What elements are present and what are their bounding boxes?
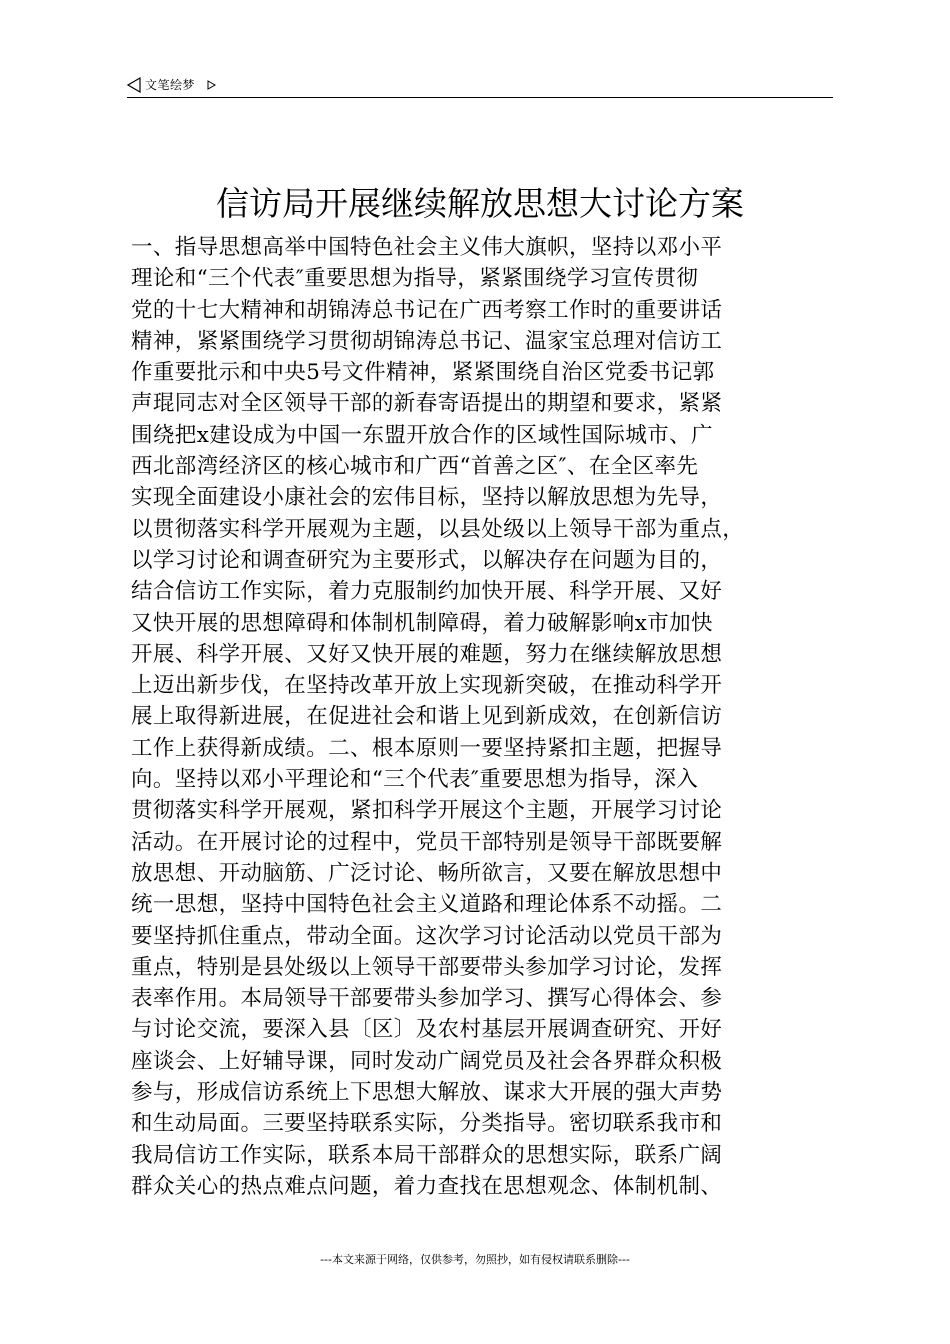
body-text-line: 座谈会、上好辅导课，同时发动广阔党员及社会各界群众积极	[131, 1048, 723, 1074]
body-text-line: 贯彻落实科学开展观，紧扣科学开展这个主题，开展学习讨论	[131, 798, 723, 824]
body-text-line: 以学习讨论和调查研究为主要形式，以解决存在问题为目的，	[131, 547, 723, 573]
body-text-line: 开展、科学开展、又好又快开展的难题，努力在继续解放思想	[131, 641, 723, 667]
body-text-line: 我局信访工作实际，联系本局干部群众的思想实际，联系广阔	[131, 1142, 723, 1168]
body-text-line: 活动。在开展讨论的过程中，党员干部特别是领导干部既要解	[131, 829, 723, 855]
body-text-line: 向。坚持以邓小平理论和“三个代表″重要思想为指导，深入	[131, 767, 699, 793]
body-text-line: 精神，紧紧围绕学习贯彻胡锦涛总书记、温家宝总理对信访工	[131, 328, 723, 354]
body-text-line: 西北部湾经济区的核心城市和广西“首善之区″、在全区率先	[131, 454, 699, 480]
document-body	[131, 232, 831, 1202]
header-divider	[127, 97, 833, 98]
body-text-line: 声琨同志对全区领导干部的新春寄语提出的期望和要求，紧紧	[131, 391, 723, 417]
triangle-right-outline-icon	[207, 80, 216, 90]
document-title: 信访局开展继续解放思想大讨论方案	[216, 184, 744, 223]
body-text-line: 参与，形成信访系统上下思想大解放、谋求大开展的强大声势	[131, 1080, 723, 1106]
page-header	[127, 74, 833, 98]
body-text-line: 又快开展的思想障碍和体制机制障碍，着力破解影响x市加快	[131, 610, 713, 636]
body-text-line: 党的十七大精神和胡锦涛总书记在广西考察工作时的重要讲话	[131, 297, 723, 323]
body-text-line: 围绕把x建设成为中国一东盟开放合作的区域性国际城市、广	[131, 422, 713, 448]
body-text-line: 展上取得新进展，在促进社会和谐上见到新成效，在创新信访	[131, 704, 723, 730]
body-text-line: 表率作用。本局领导干部要带头参加学习、撰写心得体会、参	[131, 986, 723, 1012]
body-text-line: 统一思想，坚持中国特色社会主义道路和理论体系不动摇。二	[131, 892, 723, 918]
page-footer-disclaimer: ---本文来源于网络，仅供参考，勿照抄，如有侵权请联系删除---	[320, 1253, 630, 1266]
header-brand-text: 文笔绘梦	[145, 78, 196, 92]
body-text-line: 以贯彻落实科学开展观为主题，以县处级以上领导干部为重点，	[131, 516, 745, 542]
body-text-line: 与讨论交流，要深入县〔区〕及农村基层开展调查研究、开好	[131, 1017, 723, 1043]
body-text-line: 上迈出新步伐，在坚持改革开放上实现新突破，在推动科学开	[131, 673, 723, 699]
body-text-line: 和生动局面。三要坚持联系实际，分类指导。密切联系我市和	[131, 1111, 723, 1137]
body-text-line: 作重要批示和中央5号文件精神，紧紧围绕自治区党委书记郭	[131, 360, 715, 386]
triangle-left-outline-icon	[127, 77, 141, 93]
body-text-line: 放思想、开动脑筋、广泛讨论、畅所欲言，又要在解放思想中	[131, 860, 723, 886]
body-text-line: 群众关心的热点难点问题，着力查找在思想观念、体制机制、	[131, 1173, 723, 1199]
body-text-line: 要坚持抓住重点，带动全面。这次学习讨论活动以党员干部为	[131, 923, 723, 949]
body-text-line: 工作上获得新成绩。二、根本原则一要坚持紧扣主题，把握导	[131, 735, 723, 761]
body-text-line: 实现全面建设小康社会的宏伟目标，坚持以解放思想为先导，	[131, 485, 723, 511]
body-text-line: 结合信访工作实际，着力克服制约加快开展、科学开展、又好	[131, 579, 723, 605]
header-brand	[127, 76, 216, 93]
body-text-line: 重点，特别是县处级以上领导干部要带头参加学习讨论，发挥	[131, 954, 723, 980]
body-text-line: 一、指导思想高举中国特色社会主义伟大旗帜，坚持以邓小平	[131, 235, 723, 260]
body-text-line: 理论和“三个代表″重要思想为指导，紧紧围绕学习宣传贯彻	[131, 266, 699, 292]
